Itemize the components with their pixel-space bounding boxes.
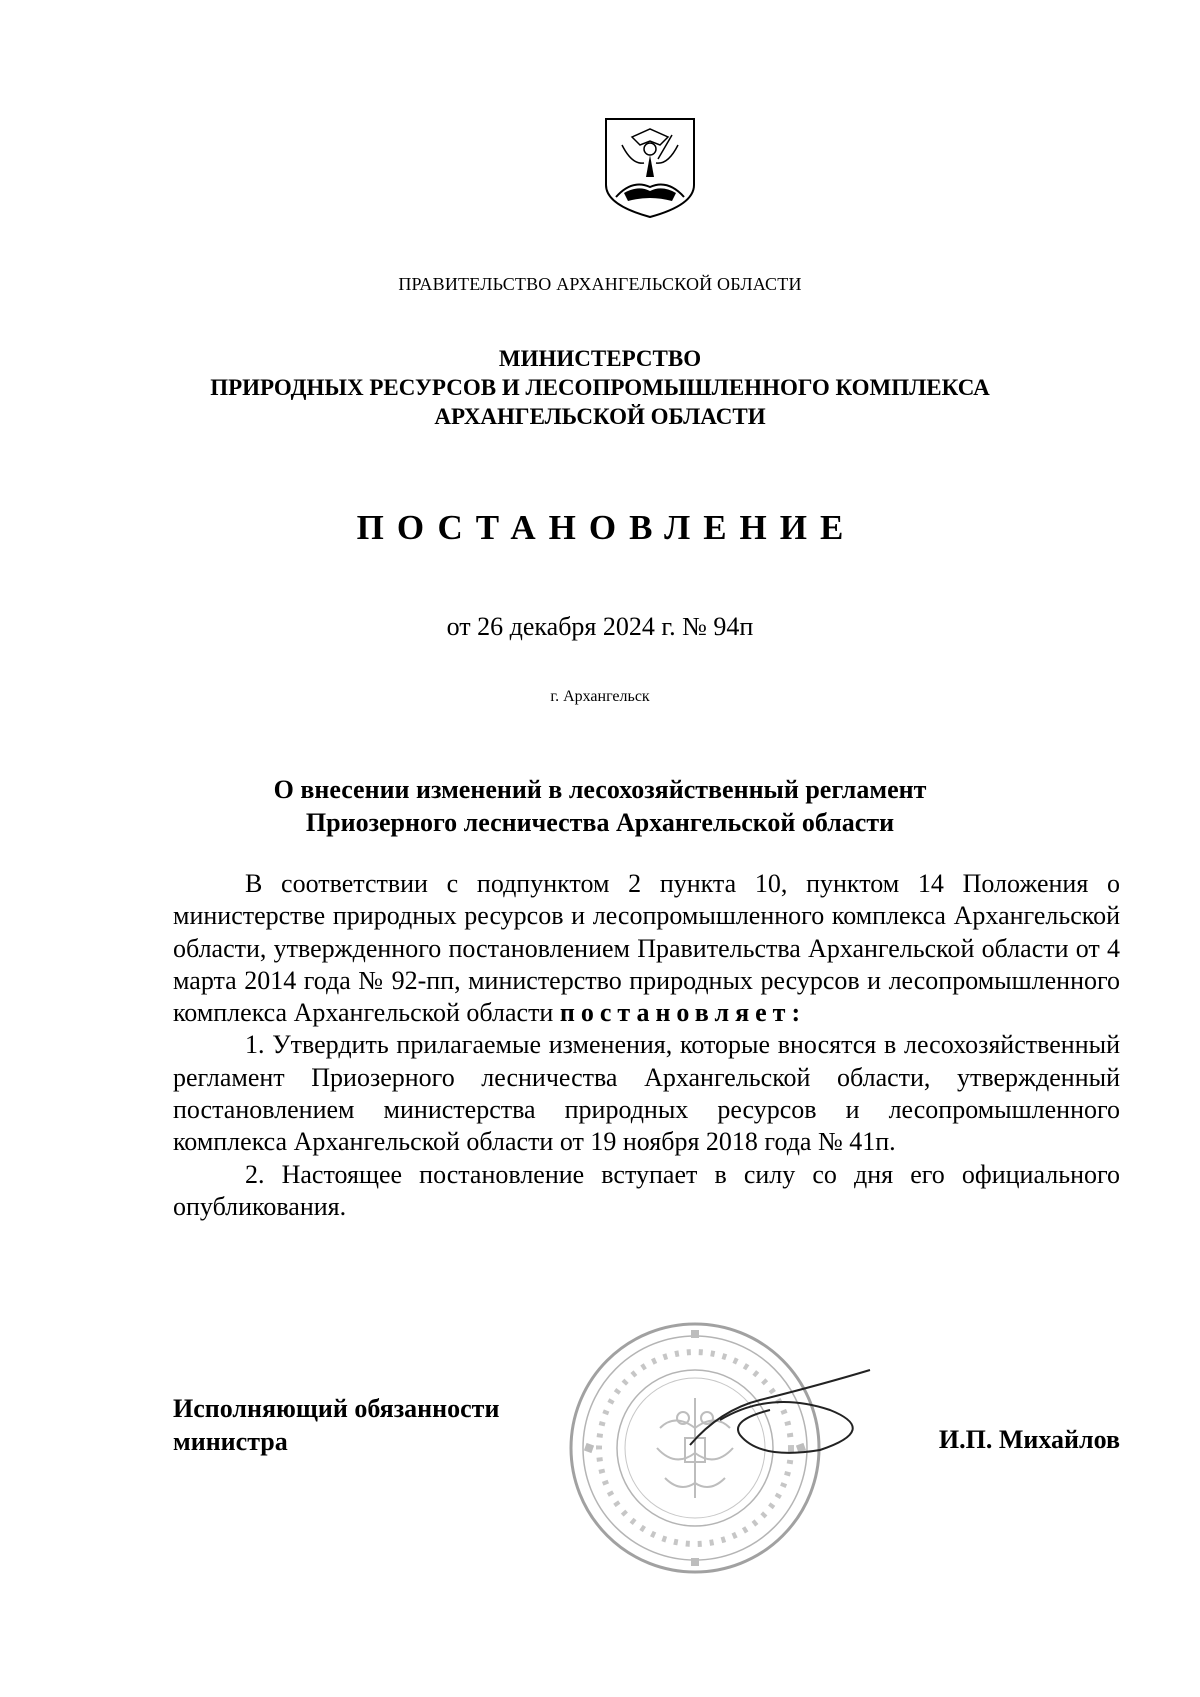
signer-name: И.П. Михайлов	[938, 1425, 1120, 1454]
preamble-text: В соответствии с подпунктом 2 пункта 10, пунктом 14 Положения о министерстве природных ресурсов и лесопромышленного комплекса Архангельской области, утвержденного постановлением Правительства Архангельской области от 4 марта 2014 года № 92-пп, министерство природных ресурсов и лесопромышленного комплекса Архангельской области	[173, 869, 1120, 1028]
decree-body	[173, 868, 1120, 1223]
ministry-line-3: АРХАНГЕЛЬСКОЙ ОБЛАСТИ	[434, 404, 766, 429]
subject-line-1: О внесении изменений в лесохозяйственный регламент	[273, 775, 927, 804]
coat-of-arms-icon	[602, 115, 698, 219]
decree-title: ПОСТАНОВЛЕНИЕ	[356, 508, 857, 547]
signer-position	[173, 1392, 499, 1458]
paragraph-item-1: 1. Утвердить прилагаемые изменения, которые вносятся в лесохозяйственный регламент Приозерного лесничества Архангельской области, утвержденный постановлением министерства природных ресурсов и лесопромышленного комплекса Архангельской области от 19 ноября 2018 года № 41п.	[173, 1030, 1120, 1157]
decree-subject	[0, 773, 1200, 839]
subject-line-2: Приозерного лесничества Архангельской области	[305, 808, 895, 837]
signer-position-line-2: министра	[173, 1427, 288, 1456]
resolves-keyword: постановляет:	[559, 998, 807, 1028]
government-header: ПРАВИТЕЛЬСТВО АРХАНГЕЛЬСКОЙ ОБЛАСТИ	[398, 274, 802, 294]
ministry-name	[0, 344, 1200, 431]
signature-icon	[680, 1350, 900, 1470]
decree-city: г. Архангельск	[550, 688, 650, 705]
paragraph-preamble	[173, 868, 1120, 1029]
ministry-line-2: ПРИРОДНЫХ РЕСУРСОВ И ЛЕСОПРОМЫШЛЕННОГО КОМПЛЕКСА	[210, 375, 990, 400]
signer-position-line-1: Исполняющий обязанности	[173, 1394, 500, 1423]
paragraph-item-2: 2. Настоящее постановление вступает в силу со дня его официального опубликования.	[173, 1159, 1120, 1221]
decree-date-number: от 26 декабря 2024 г. № 94п	[446, 612, 754, 641]
ministry-line-1: МИНИСТЕРСТВО	[498, 346, 702, 371]
